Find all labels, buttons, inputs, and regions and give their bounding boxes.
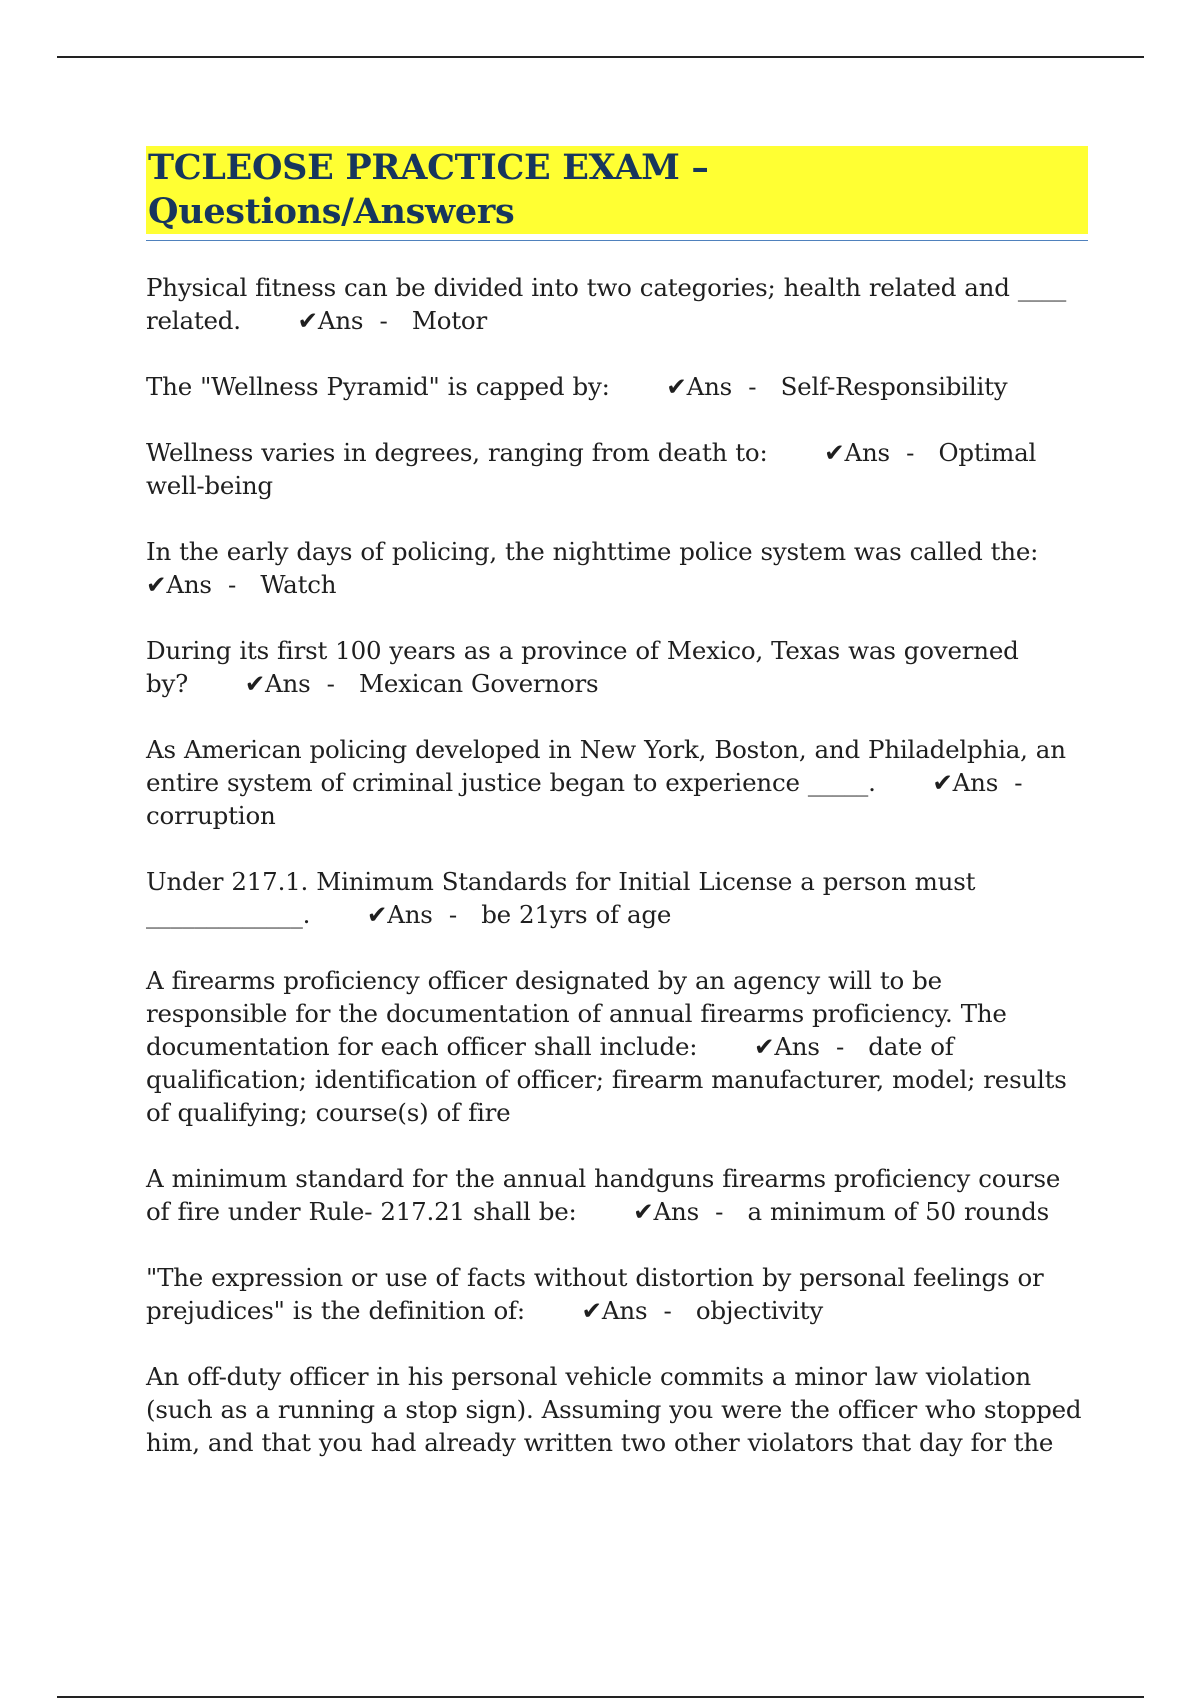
answer-marker: ✔Ans — [932, 768, 999, 797]
qa-item: The "Wellness Pyramid" is capped by: ✔Ans - Self-Responsibility — [146, 372, 1008, 401]
answer-text: date of qualification; identification of officer; firearm manufacturer, model; results of qualifying; course(s) of fire — [146, 1032, 1067, 1127]
qa-item: As American policing developed in New York, Boston, and Philadelphia, an entire system of criminal justice began to experience _____. ✔Ans - corruption — [146, 735, 1066, 830]
trailing-question: An off-duty officer in his personal vehicle commits a minor law violation (such as a running a stop sign). Assuming you were the officer who stopped him, and that you had already written two other violators that day for the — [146, 1362, 1082, 1457]
answer-text: Watch — [260, 570, 337, 599]
answer-text: corruption — [146, 801, 276, 830]
qa-item: "The expression or use of facts without distortion by personal feelings or prejudices" is the definition of: ✔Ans - objectivity — [146, 1263, 1044, 1325]
answer-text: objectivity — [695, 1296, 823, 1325]
qa-item: A firearms proficiency officer designated by an agency will to be responsible for the documentation of annual firearms proficiency. The documentation for each officer shall include: ✔Ans - date of qualification; identification of officer; firearm manufacturer, model; results of qualifying; course(s) of fire — [146, 966, 1067, 1127]
qa-item: A minimum standard for the annual handguns firearms proficiency course of fire under Rule- 217.21 shall be: ✔Ans - a minimum of 50 rounds — [146, 1164, 1061, 1226]
answer-marker: ✔Ans — [581, 1296, 648, 1325]
answer-marker: ✔Ans — [824, 438, 890, 467]
document-title: TCLEOSE PRACTICE EXAM – Questions/Answers — [146, 146, 1088, 234]
answer-text: Self-Responsibility — [780, 372, 1008, 401]
answer-marker: ✔Ans — [666, 372, 733, 401]
qa-item: Under 217.1. Minimum Standards for Initial License a person must _____________. ✔Ans - be 21yrs of age — [146, 867, 976, 929]
qa-item: Physical fitness can be divided into two categories; health related and ____ related. ✔Ans - Motor — [146, 273, 1067, 335]
answer-text: Mexican Governors — [359, 669, 599, 698]
question-text: During its first 100 years as a province of Mexico, Texas was governed by? — [146, 636, 1019, 698]
answer-text: Motor — [411, 306, 487, 335]
question-text: Physical fitness can be divided into two categories; health related and ____ related. — [146, 273, 1067, 335]
qa-item: Wellness varies in degrees, ranging from death to: ✔Ans - Optimal well-being — [146, 438, 1037, 500]
document-body — [146, 146, 1088, 1492]
question-text: As American policing developed in New York, Boston, and Philadelphia, an entire system of criminal justice began to experience _____. — [146, 735, 1066, 797]
answer-text: a minimum of 50 rounds — [747, 1197, 1050, 1226]
qa-item: During its first 100 years as a province of Mexico, Texas was governed by? ✔Ans - Mexican Governors — [146, 636, 1019, 698]
answer-text: be 21yrs of age — [481, 900, 672, 929]
question-text: In the early days of policing, the nighttime police system was called the: — [146, 537, 1039, 566]
question-text: "The expression or use of facts without distortion by personal feelings or prejudices" is the definition of: — [146, 1263, 1044, 1325]
answer-marker: ✔Ans — [753, 1032, 820, 1061]
qa-item: In the early days of policing, the nighttime police system was called the: ✔Ans - Watch — [146, 537, 1039, 599]
answer-marker: ✔Ans — [146, 570, 212, 599]
answer-marker: ✔Ans — [244, 669, 311, 698]
answer-marker: ✔Ans — [366, 900, 433, 929]
answer-marker: ✔Ans — [633, 1197, 699, 1226]
question-text: The "Wellness Pyramid" is capped by: — [146, 372, 610, 401]
bottom-rule — [57, 1696, 1144, 1698]
question-text: A firearms proficiency officer designated by an agency will to be responsible for the documentation of annual firearms proficiency. The documentation for each officer shall include: — [146, 966, 1007, 1061]
question-text: Under 217.1. Minimum Standards for Initial License a person must _____________. — [146, 867, 976, 929]
question-text: Wellness varies in degrees, ranging from death to: — [146, 438, 768, 467]
question-text: A minimum standard for the annual handguns firearms proficiency course of fire under Rule- 217.21 shall be: — [146, 1164, 1061, 1226]
qa-list — [146, 271, 1088, 1327]
answer-text: Optimal well-being — [146, 438, 1037, 500]
answer-marker: ✔Ans — [297, 306, 364, 335]
top-rule — [57, 56, 1144, 58]
title-block — [146, 146, 1088, 241]
